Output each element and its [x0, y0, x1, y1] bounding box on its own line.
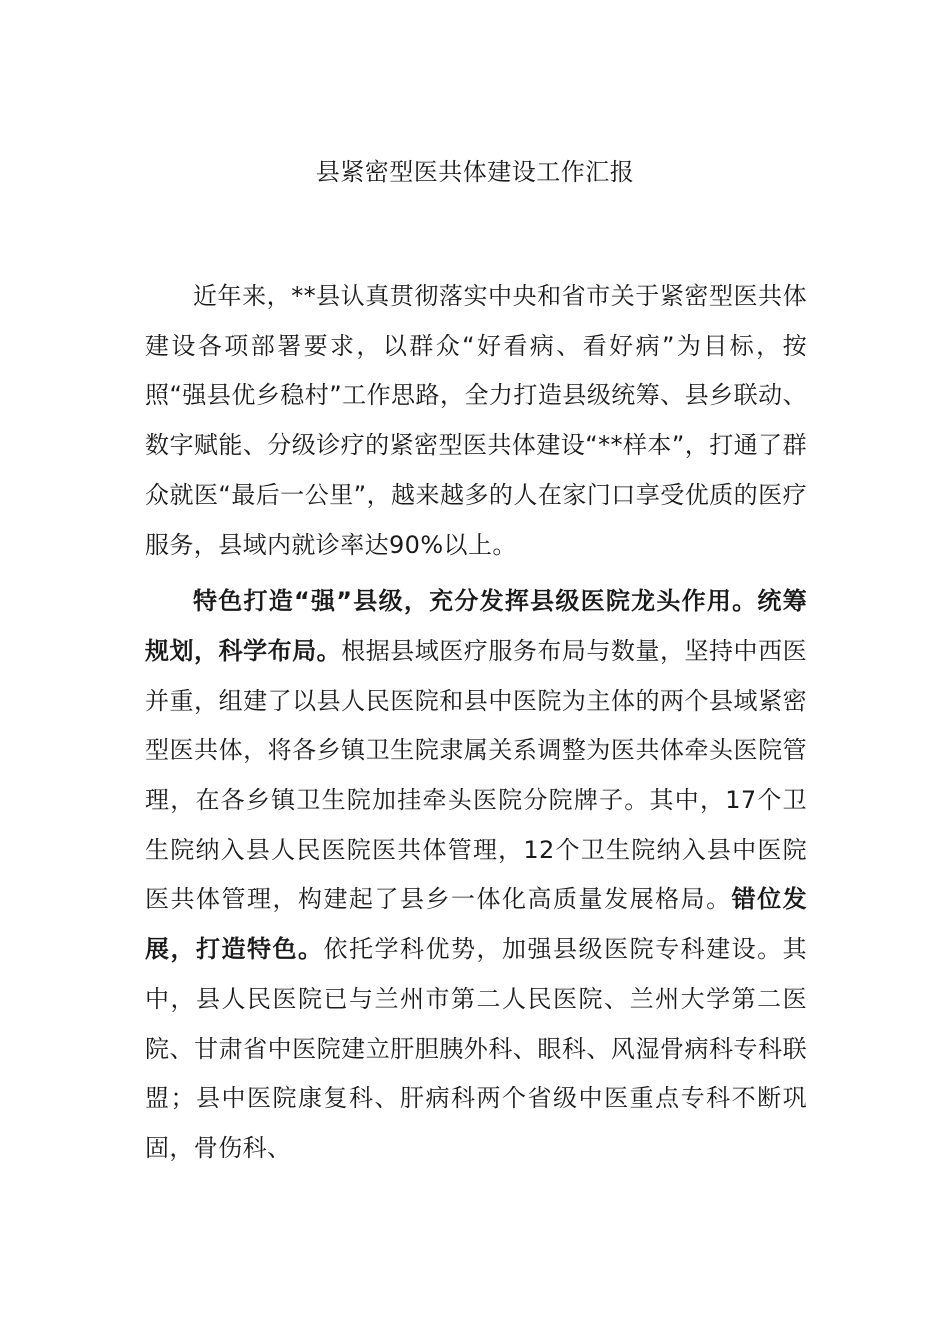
paragraph-county-level — [145, 577, 807, 1173]
document-body — [145, 272, 807, 1181]
paragraph-text: 近年来，**县认真贯彻落实中央和省市关于紧密型医共体建设各项部署要求，以群众“好看病、看好病”为目标，按照“强县优乡稳村”工作思路，全力打造县级统筹、县乡联动、数字赋能、分级诊疗的紧密型医共体建设“**样本”，打通了群众就医“最后一公里”，越来越多的人在家门口享受优质的医疗服务，县域内就诊率达90%以上。 — [145, 282, 807, 559]
paragraph-text: 依托学科优势，加强县级医院专科建设。其中，县人民医院已与兰州市第二人民医院、兰州大学第二医院、甘肃省中医院建立肝胆胰外科、眼科、风湿骨病科专科联盟；县中医院康复科、肝病科两个省级中医重点专科不断巩固，骨伤科、 — [145, 935, 807, 1162]
paragraph-text: 根据县域医疗服务布局与数量，坚持中西医并重，组建了以县人民医院和县中医院为主体的两个县域紧密型医共体，将各乡镇卫生院隶属关系调整为医共体牵头医院管理，在各乡镇卫生院加挂牵头医院分院牌子。其中，17个卫生院纳入县人民医院医共体管理，12个卫生院纳入县中医院医共体管理，构建起了县乡一体化高质量发展格局。 — [145, 636, 807, 914]
bold-heading: 错位发展，打造特色。 — [145, 885, 808, 964]
paragraph-intro — [145, 272, 807, 570]
document-title: 县紧密型医共体建设工作汇报 — [315, 158, 635, 186]
bold-heading: 特色打造“强”县级，充分发挥县级医院龙头作用。统筹规划，科学布局。 — [145, 587, 807, 665]
